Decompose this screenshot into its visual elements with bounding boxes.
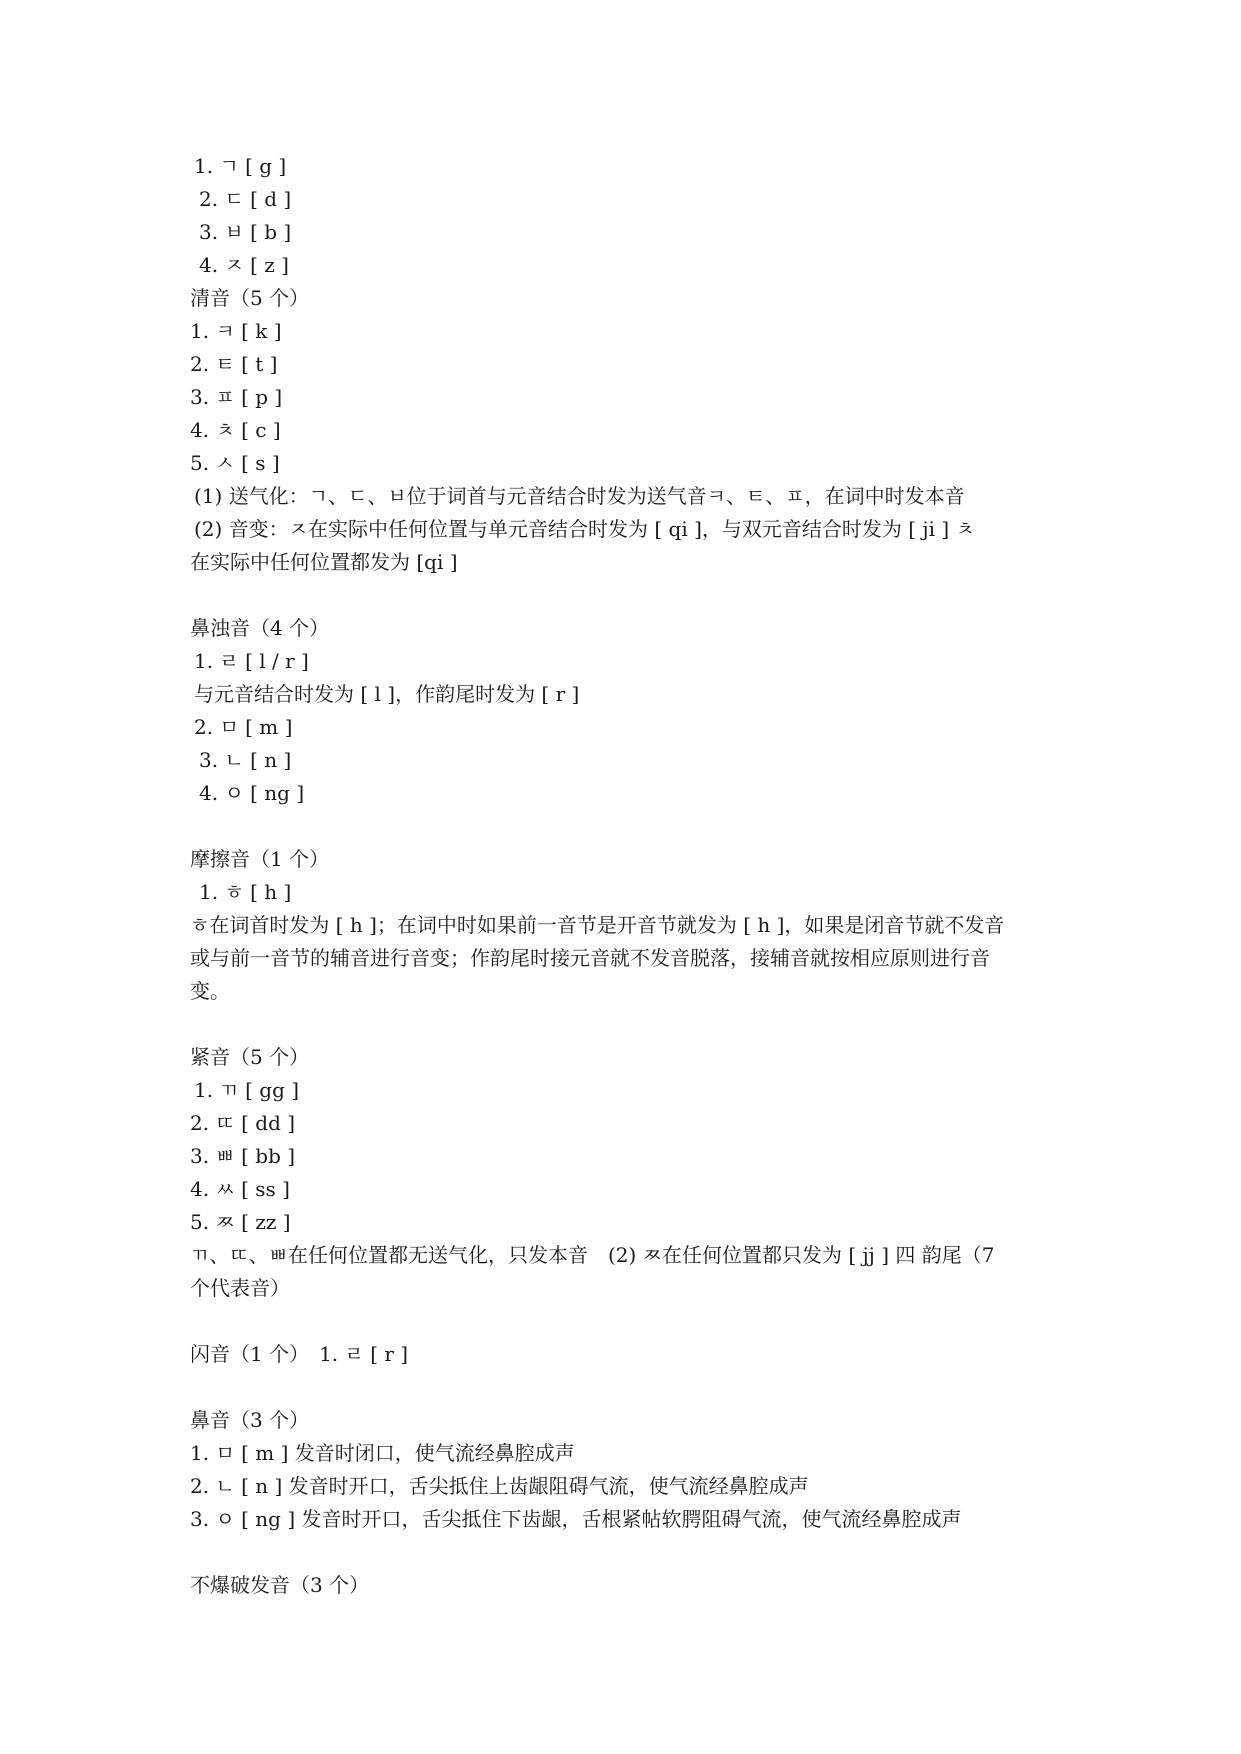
text-line: 1. ㄹ [ l / r ] xyxy=(194,649,309,673)
text-line: 2. ㄸ [ dd ] xyxy=(190,1111,296,1135)
blank-line xyxy=(190,1371,1070,1404)
text-line: 4. ㅆ [ ss ] xyxy=(190,1177,290,1201)
text-line: 或与前一音节的辅音进行音变；作韵尾时接元音就不发音脱落，接辅音就按相应原则进行音 xyxy=(190,946,990,970)
text-line: 3. ㅃ [ bb ] xyxy=(190,1144,296,1168)
text-line: 3. ㅂ [ b ] xyxy=(199,220,292,244)
text-line: 1. ㄲ [ gg ] xyxy=(194,1078,300,1102)
text-line: 5. ㅉ [ zz ] xyxy=(190,1210,291,1234)
text-line: 1. ㅋ [ k ] xyxy=(190,319,282,343)
text-line: 3. ㅇ [ ng ] 发音时开口，舌尖抵住下齿龈，舌根紧帖软腭阻碍气流，使气流经鼻腔成声 xyxy=(190,1507,962,1531)
text-line: 鼻音（3 个） xyxy=(190,1408,310,1432)
text-line: 3. ㅍ [ p ] xyxy=(190,385,283,409)
text-line: ㄲ、ㄸ、ㅃ在任何位置都无送气化，只发本音 (2) ㅉ在任何位置都只发为 [ jj ] 四 韵尾（7 xyxy=(190,1243,995,1267)
text-line: 4. ㅈ [ z ] xyxy=(199,253,289,277)
blank-line xyxy=(190,1008,1070,1041)
text-line: 2. ㄷ [ d ] xyxy=(199,187,292,211)
text-line: 1. ㅁ [ m ] 发音时闭口，使气流经鼻腔成声 xyxy=(190,1441,575,1465)
text-line: ㅎ在词首时发为 [ h ]；在词中时如果前一音节是开音节就发为 [ h ]，如果是闭音节就不发音 xyxy=(190,913,1005,937)
blank-line xyxy=(190,1536,1070,1569)
text-line: 2. ㄴ [ n ] 发音时开口，舌尖抵住上齿龈阻碍气流，使气流经鼻腔成声 xyxy=(190,1474,809,1498)
text-line: 鼻浊音（4 个） xyxy=(190,616,330,640)
text-line: 1. ㄱ [ g ] xyxy=(194,154,287,178)
text-line: 5. ㅅ [ s ] xyxy=(190,451,280,475)
text-line: 4. ㅊ [ c ] xyxy=(190,418,281,442)
blank-line xyxy=(190,579,1070,612)
text-line: 变。 xyxy=(190,979,230,1003)
text-line: (1) 送气化：ㄱ、ㄷ、ㅂ位于词首与元音结合时发为送气音ㅋ、ㅌ、ㅍ，在词中时发本音 xyxy=(194,484,965,508)
text-line: 紧音（5 个） xyxy=(190,1045,310,1069)
text-line: 在实际中任何位置都发为 [qi ] xyxy=(190,550,458,574)
blank-line xyxy=(190,1305,1070,1338)
text-line: 1. ㅎ [ h ] xyxy=(199,880,292,904)
text-line: 闪音（1 个） 1. ㄹ [ r ] xyxy=(190,1342,409,1366)
text-line: (2) 音变：ㅈ在实际中任何位置与单元音结合时发为 [ qi ]，与双元音结合时发为 [ ji ] ㅊ xyxy=(194,517,975,541)
text-line: 个代表音） xyxy=(190,1276,290,1300)
blank-line xyxy=(190,810,1070,843)
text-line: 2. ㅌ [ t ] xyxy=(190,352,278,376)
document-body xyxy=(190,150,1070,1602)
text-line: 3. ㄴ [ n ] xyxy=(199,748,292,772)
text-line: 2. ㅁ [ m ] xyxy=(194,715,293,739)
text-line: 不爆破发音（3 个） xyxy=(190,1573,370,1597)
text-line: 清音（5 个） xyxy=(190,286,310,310)
text-line: 摩擦音（1 个） xyxy=(190,847,330,871)
text-line: 4. ㅇ [ ng ] xyxy=(199,781,305,805)
text-line: 与元音结合时发为 [ l ]，作韵尾时发为 [ r ] xyxy=(194,682,580,706)
